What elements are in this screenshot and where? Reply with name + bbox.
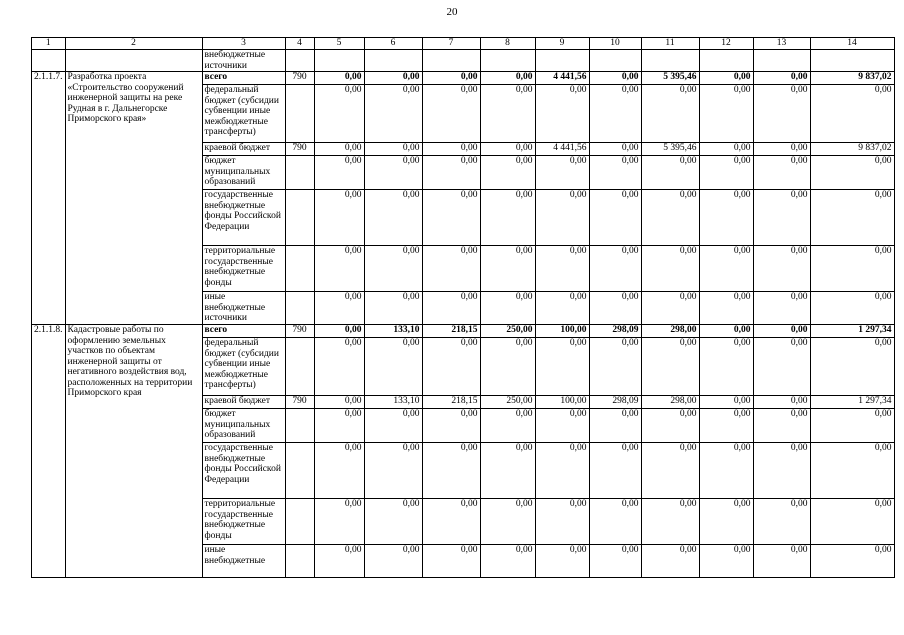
- value-col-13: 0,00: [753, 246, 810, 292]
- value-col-13: 0,00: [753, 338, 810, 396]
- value-col-5: 0,00: [314, 72, 364, 85]
- value-col-10: 0,00: [589, 338, 641, 396]
- value-col-7: 218,15: [422, 325, 480, 338]
- value-col-9: 0,00: [535, 156, 589, 190]
- value-col-11: 5 395,46: [641, 72, 699, 85]
- value-col-12: 0,00: [699, 85, 753, 143]
- value-col-5: 0,00: [314, 396, 364, 409]
- value-col-10: 0,00: [589, 443, 641, 499]
- value-col-6: 0,00: [364, 499, 422, 545]
- value-col-9: 4 441,56: [535, 143, 589, 156]
- section-description: Разработка проекта «Строительство сооружений инженерной защиты на реке Рудная в г. Дальнегорске Приморского края»: [65, 72, 202, 325]
- col-header-2: 2: [65, 38, 202, 50]
- value-col-12: 0,00: [699, 325, 753, 338]
- value-col-14: 0,00: [810, 85, 894, 143]
- value-col-5: 0,00: [314, 190, 364, 246]
- value-col-13: 0,00: [753, 409, 810, 443]
- value-col-7: 0,00: [422, 85, 480, 143]
- value-col-9: 100,00: [535, 396, 589, 409]
- col-header-14: 14: [810, 38, 894, 50]
- col-header-12: 12: [699, 38, 753, 50]
- value-col-8: 0,00: [480, 72, 535, 85]
- col-header-9: 9: [535, 38, 589, 50]
- funding-source: государственные внебюджетные фонды Российской Федерации: [202, 443, 285, 499]
- value-col-8: 0,00: [480, 143, 535, 156]
- budget-code: [285, 499, 314, 545]
- col-header-3: 3: [202, 38, 285, 50]
- value-col-9: 0,00: [535, 409, 589, 443]
- value-col-8: 0,00: [480, 246, 535, 292]
- value-col-14: 0,00: [810, 443, 894, 499]
- value-col-6: 0,00: [364, 338, 422, 396]
- value-col-11: 298,00: [641, 325, 699, 338]
- cont-source: внебюджетные источники: [202, 50, 285, 72]
- value-col-9: 0,00: [535, 85, 589, 143]
- value-col-5: 0,00: [314, 325, 364, 338]
- budget-code: [285, 338, 314, 396]
- value-col-9: 0,00: [535, 246, 589, 292]
- value-col-5: 0,00: [314, 143, 364, 156]
- section-id: 2.1.1.8.: [32, 325, 66, 578]
- budget-code: [285, 246, 314, 292]
- value-col-11: 0,00: [641, 443, 699, 499]
- col-header-10: 10: [589, 38, 641, 50]
- value-col-6: 133,10: [364, 325, 422, 338]
- value-col-14: 0,00: [810, 499, 894, 545]
- funding-source: всего: [202, 72, 285, 85]
- value-col-10: 298,09: [589, 325, 641, 338]
- value-col-8: 0,00: [480, 85, 535, 143]
- funding-source: территориальные государственные внебюджетные фонды: [202, 499, 285, 545]
- value-col-5: 0,00: [314, 338, 364, 396]
- value-col-12: 0,00: [699, 396, 753, 409]
- value-col-12: 0,00: [699, 292, 753, 325]
- value-col-14: 1 297,34: [810, 396, 894, 409]
- col-header-6: 6: [364, 38, 422, 50]
- value-col-7: 0,00: [422, 72, 480, 85]
- value-col-13: 0,00: [753, 292, 810, 325]
- value-col-6: 0,00: [364, 443, 422, 499]
- value-col-9: 0,00: [535, 443, 589, 499]
- value-col-14: 0,00: [810, 156, 894, 190]
- value-col-14: 9 837,02: [810, 143, 894, 156]
- value-col-11: 0,00: [641, 156, 699, 190]
- value-col-12: 0,00: [699, 409, 753, 443]
- value-col-6: 0,00: [364, 246, 422, 292]
- value-col-6: 0,00: [364, 156, 422, 190]
- col-header-8: 8: [480, 38, 535, 50]
- value-col-7: 0,00: [422, 499, 480, 545]
- value-col-8: 0,00: [480, 499, 535, 545]
- continuation-row: [32, 50, 895, 72]
- value-col-5: 0,00: [314, 85, 364, 143]
- section-2-row: [32, 325, 895, 338]
- funding-source: государственные внебюджетные фонды Российской Федерации: [202, 190, 285, 246]
- value-col-5: 0,00: [314, 156, 364, 190]
- value-col-12: 0,00: [699, 338, 753, 396]
- value-col-7: 0,00: [422, 443, 480, 499]
- section-1-row: [32, 72, 895, 85]
- value-col-10: 0,00: [589, 85, 641, 143]
- value-col-10: 0,00: [589, 409, 641, 443]
- section-description: Кадастровые работы по оформлению земельных участков по объектам инженерной защиты от негативного воздействия вод, расположенных на территории Приморского края: [65, 325, 202, 578]
- funding-source: краевой бюджет: [202, 143, 285, 156]
- value-col-12: 0,00: [699, 190, 753, 246]
- value-col-13: 0,00: [753, 156, 810, 190]
- budget-code: 790: [285, 72, 314, 85]
- budget-code: [285, 292, 314, 325]
- value-col-10: 0,00: [589, 545, 641, 578]
- value-col-5: 0,00: [314, 545, 364, 578]
- value-col-10: 0,00: [589, 292, 641, 325]
- value-col-10: 0,00: [589, 499, 641, 545]
- value-col-11: 0,00: [641, 545, 699, 578]
- funding-source: бюджет муниципальных образований: [202, 156, 285, 190]
- value-col-6: 0,00: [364, 409, 422, 443]
- value-col-11: 0,00: [641, 85, 699, 143]
- cont-cell-2: [65, 50, 202, 72]
- value-col-10: 0,00: [589, 72, 641, 85]
- value-col-8: 0,00: [480, 190, 535, 246]
- value-col-10: 0,00: [589, 143, 641, 156]
- budget-code: [285, 156, 314, 190]
- value-col-8: 0,00: [480, 443, 535, 499]
- value-col-13: 0,00: [753, 396, 810, 409]
- value-col-6: 0,00: [364, 292, 422, 325]
- section-id: 2.1.1.7.: [32, 72, 66, 325]
- value-col-12: 0,00: [699, 246, 753, 292]
- value-col-7: 0,00: [422, 143, 480, 156]
- value-col-8: 0,00: [480, 292, 535, 325]
- value-col-9: 0,00: [535, 338, 589, 396]
- value-col-14: 0,00: [810, 190, 894, 246]
- value-col-7: 0,00: [422, 246, 480, 292]
- value-col-11: 0,00: [641, 190, 699, 246]
- value-col-11: 298,00: [641, 396, 699, 409]
- col-header-11: 11: [641, 38, 699, 50]
- value-col-7: 0,00: [422, 409, 480, 443]
- value-col-6: 0,00: [364, 190, 422, 246]
- budget-table: [31, 37, 895, 578]
- col-header-4: 4: [285, 38, 314, 50]
- value-col-11: 5 395,46: [641, 143, 699, 156]
- page-number: 20: [446, 6, 458, 18]
- value-col-12: 0,00: [699, 443, 753, 499]
- value-col-10: 0,00: [589, 190, 641, 246]
- funding-source: иные внебюджетные: [202, 545, 285, 578]
- value-col-13: 0,00: [753, 325, 810, 338]
- table-body: [32, 38, 895, 578]
- value-col-6: 0,00: [364, 72, 422, 85]
- value-col-9: 0,00: [535, 190, 589, 246]
- budget-code: [285, 190, 314, 246]
- col-header-13: 13: [753, 38, 810, 50]
- value-col-13: 0,00: [753, 499, 810, 545]
- value-col-14: 0,00: [810, 338, 894, 396]
- value-col-14: 1 297,34: [810, 325, 894, 338]
- value-col-6: 133,10: [364, 396, 422, 409]
- value-col-14: 0,00: [810, 292, 894, 325]
- value-col-9: 4 441,56: [535, 72, 589, 85]
- value-col-13: 0,00: [753, 545, 810, 578]
- funding-source: бюджет муниципальных образований: [202, 409, 285, 443]
- value-col-7: 0,00: [422, 292, 480, 325]
- value-col-12: 0,00: [699, 545, 753, 578]
- budget-code: [285, 443, 314, 499]
- value-col-14: 0,00: [810, 246, 894, 292]
- value-col-11: 0,00: [641, 409, 699, 443]
- funding-source: федеральный бюджет (субсидии субвенции иные межбюджетные трансферты): [202, 85, 285, 143]
- value-col-7: 0,00: [422, 545, 480, 578]
- value-col-5: 0,00: [314, 443, 364, 499]
- value-col-10: 0,00: [589, 156, 641, 190]
- funding-source: всего: [202, 325, 285, 338]
- budget-code: [285, 545, 314, 578]
- budget-code: 790: [285, 325, 314, 338]
- funding-source: федеральный бюджет (субсидии субвенции иные межбюджетные трансферты): [202, 338, 285, 396]
- value-col-8: 0,00: [480, 545, 535, 578]
- value-col-14: 9 837,02: [810, 72, 894, 85]
- value-col-6: 0,00: [364, 85, 422, 143]
- value-col-5: 0,00: [314, 246, 364, 292]
- value-col-12: 0,00: [699, 156, 753, 190]
- value-col-13: 0,00: [753, 72, 810, 85]
- value-col-12: 0,00: [699, 143, 753, 156]
- funding-source: иные внебюджетные источники: [202, 292, 285, 325]
- cont-cell-1: [32, 50, 66, 72]
- value-col-9: 0,00: [535, 292, 589, 325]
- value-col-10: 0,00: [589, 246, 641, 292]
- value-col-7: 0,00: [422, 156, 480, 190]
- value-col-9: 0,00: [535, 499, 589, 545]
- value-col-8: 250,00: [480, 325, 535, 338]
- value-col-11: 0,00: [641, 499, 699, 545]
- value-col-10: 298,09: [589, 396, 641, 409]
- col-header-1: 1: [32, 38, 66, 50]
- value-col-13: 0,00: [753, 443, 810, 499]
- header-row: [32, 38, 895, 50]
- value-col-11: 0,00: [641, 292, 699, 325]
- value-col-13: 0,00: [753, 143, 810, 156]
- value-col-11: 0,00: [641, 338, 699, 396]
- value-col-5: 0,00: [314, 292, 364, 325]
- budget-code: 790: [285, 396, 314, 409]
- value-col-11: 0,00: [641, 246, 699, 292]
- value-col-6: 0,00: [364, 545, 422, 578]
- value-col-8: 250,00: [480, 396, 535, 409]
- value-col-9: 100,00: [535, 325, 589, 338]
- value-col-7: 0,00: [422, 190, 480, 246]
- budget-code: [285, 85, 314, 143]
- value-col-14: 0,00: [810, 545, 894, 578]
- value-col-7: 218,15: [422, 396, 480, 409]
- value-col-12: 0,00: [699, 499, 753, 545]
- col-header-7: 7: [422, 38, 480, 50]
- value-col-8: 0,00: [480, 409, 535, 443]
- budget-code: 790: [285, 143, 314, 156]
- value-col-13: 0,00: [753, 85, 810, 143]
- value-col-14: 0,00: [810, 409, 894, 443]
- value-col-12: 0,00: [699, 72, 753, 85]
- col-header-5: 5: [314, 38, 364, 50]
- value-col-5: 0,00: [314, 499, 364, 545]
- funding-source: территориальные государственные внебюджетные фонды: [202, 246, 285, 292]
- value-col-9: 0,00: [535, 545, 589, 578]
- value-col-8: 0,00: [480, 338, 535, 396]
- value-col-6: 0,00: [364, 143, 422, 156]
- value-col-5: 0,00: [314, 409, 364, 443]
- funding-source: краевой бюджет: [202, 396, 285, 409]
- value-col-8: 0,00: [480, 156, 535, 190]
- value-col-7: 0,00: [422, 338, 480, 396]
- value-col-13: 0,00: [753, 190, 810, 246]
- budget-code: [285, 409, 314, 443]
